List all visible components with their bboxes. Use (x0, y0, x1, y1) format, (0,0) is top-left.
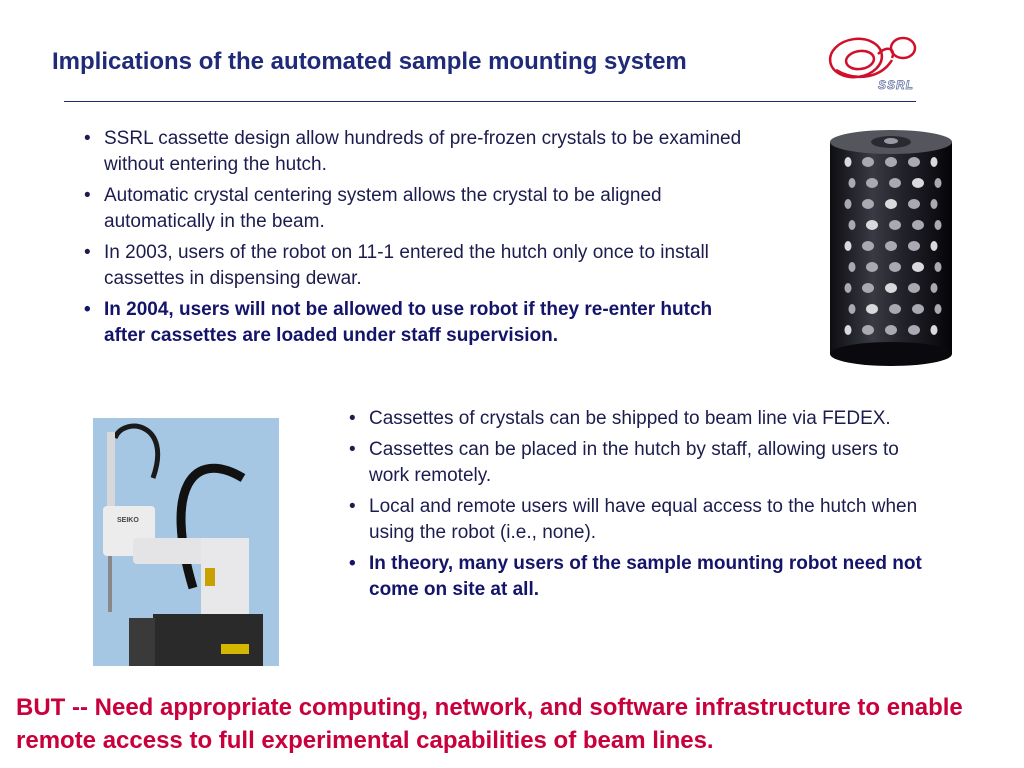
cassette-port (889, 178, 901, 188)
sample-cassette-image (822, 128, 960, 368)
cassette-port (931, 325, 938, 335)
cassette-port (845, 157, 852, 167)
cassette-port (912, 220, 924, 230)
top-bullet-2: • Automatic crystal centering system allows the crystal to be aligned automatically in the beam. (78, 183, 750, 235)
cassette-port (845, 283, 852, 293)
cassette-port (889, 262, 901, 272)
cassette-port (908, 157, 920, 167)
ssrl-logo (826, 30, 922, 94)
cassette-port (862, 199, 874, 209)
robot-brand-label: SEIKO (117, 517, 139, 524)
slide-title: Implications of the automated sample mounting system (52, 48, 687, 75)
cassette-port (845, 325, 852, 335)
cassette-port (862, 325, 874, 335)
cassette-port (849, 304, 856, 314)
mid-bullet-2: • Cassettes can be placed in the hutch by staff, allowing users to work remotely. (343, 437, 933, 489)
cassette-port (908, 325, 920, 335)
cassette-port (931, 283, 938, 293)
logo-text: SSRL (878, 78, 915, 92)
cassette-port (908, 199, 920, 209)
top-bullet-1: • SSRL cassette design allow hundreds of pre-frozen crystals to be examined without entering the hutch. (78, 126, 750, 178)
footer-statement: BUT -- Need appropriate computing, network, and software infrastructure to enable remote access to full experimental capabilities of beam lines. (16, 694, 963, 754)
cassette-port (912, 178, 924, 188)
cassette-port (849, 178, 856, 188)
cassette-port (849, 262, 856, 272)
cassette-port (845, 199, 852, 209)
cassette-port (849, 220, 856, 230)
cassette-port (866, 220, 878, 230)
cassette-port (866, 178, 878, 188)
cassette-port (885, 283, 897, 293)
cassette-port (935, 262, 942, 272)
cassette-port (862, 241, 874, 251)
cassette-port (862, 157, 874, 167)
top-bullet-list (78, 126, 750, 354)
cassette-port (885, 241, 897, 251)
top-bullet-4: • In 2004, users will not be allowed to use robot if they re-enter hutch after cassettes are loaded under staff supervision. (78, 297, 750, 349)
cassette-port (908, 283, 920, 293)
cassette-port (931, 241, 938, 251)
mid-bullet-4: • In theory, many users of the sample mounting robot need not come on site at all. (343, 551, 933, 603)
cassette-port (862, 283, 874, 293)
sample-mounting-robot-image (93, 418, 279, 666)
cassette-port (866, 304, 878, 314)
cassette-port (845, 241, 852, 251)
cassette-port (931, 199, 938, 209)
cassette-port (931, 157, 938, 167)
cassette-port (935, 220, 942, 230)
cassette-port (889, 220, 901, 230)
cassette-port (912, 262, 924, 272)
cassette-port (885, 199, 897, 209)
cassette-port (866, 262, 878, 272)
cassette-port (908, 241, 920, 251)
title-divider (64, 101, 916, 102)
mid-bullet-3: • Local and remote users will have equal access to the hutch when using the robot (i.e., none). (343, 494, 933, 546)
cassette-port (889, 304, 901, 314)
cassette-port (912, 304, 924, 314)
top-bullet-3: • In 2003, users of the robot on 11-1 entered the hutch only once to install cassettes in dispensing dewar. (78, 240, 750, 292)
cassette-port (935, 178, 942, 188)
cassette-port (885, 157, 897, 167)
mid-bullet-1: • Cassettes of crystals can be shipped to beam line via FEDEX. (343, 406, 933, 432)
cassette-port (885, 325, 897, 335)
cassette-port (935, 304, 942, 314)
mid-bullet-list (343, 406, 933, 608)
